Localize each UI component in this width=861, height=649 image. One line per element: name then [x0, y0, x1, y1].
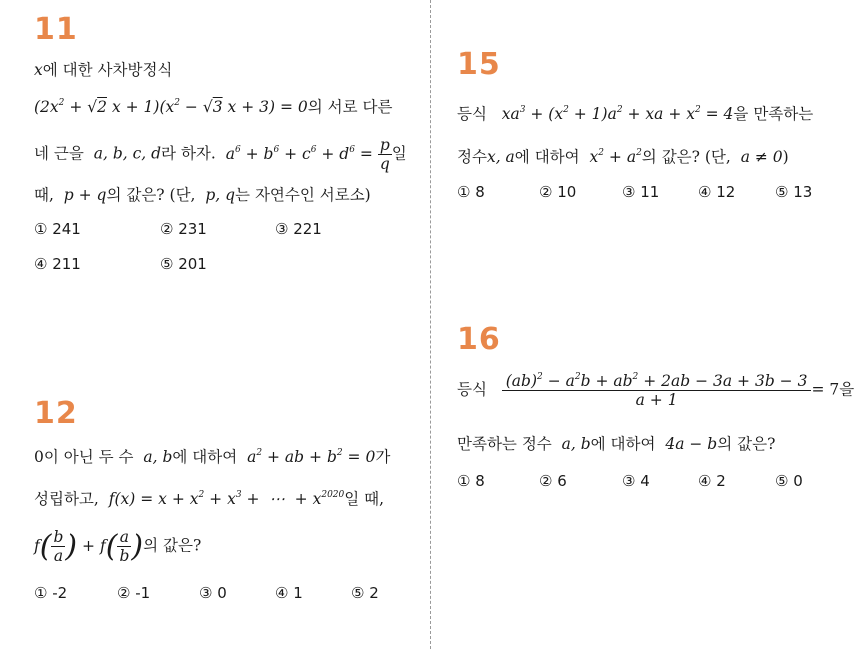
q11-line-3: 네 근을 a, b, c, d라 하자. $a^6 + b^6 + c^6 + d^6$ = $\frac{p}{q}$ 일 — [34, 136, 407, 173]
equation: f( $\frac{b}{a}$ ) + f( $\frac{a}{b}$ ) — [34, 528, 144, 565]
equation: a ≠ 0 — [740, 148, 783, 166]
choice-4[interactable]: ④ 2 — [698, 472, 726, 490]
choice-2[interactable]: ② 6 — [539, 472, 567, 490]
fraction: $\frac{(ab)^2 - a^2b + ab^2 + 2ab - 3a + 3b - 3}{a + 1}$ — [502, 372, 812, 409]
q12-line-3: f( $\frac{b}{a}$ ) + f( $\frac{a}{b}$ )의 값은? — [34, 528, 202, 565]
choice-1[interactable]: ① 241 — [34, 220, 81, 238]
choice-1[interactable]: ① 8 — [457, 472, 485, 490]
equation: $a^6 + b^6 + c^6 + d^6$ = — [225, 144, 378, 163]
q16-line-2: 만족하는 정수 a, b에 대하여 4a − b의 값은? — [457, 435, 776, 453]
choice-1[interactable]: ① 8 — [457, 183, 485, 201]
equation: $xa^3 + (x^2 + 1)a^2$ + xa + $x^2 = 4$ — [501, 105, 734, 123]
q11-line-2: ($2x^2 + √2$ $x + 1)(x^2 - √3$ x + 3) = 0의 서로 다른 — [34, 98, 393, 116]
choice-4[interactable]: ④ 1 — [275, 584, 303, 602]
question-number: 11 — [34, 12, 78, 47]
choice-1[interactable]: ① -2 — [34, 584, 68, 602]
choice-2[interactable]: ② 231 — [160, 220, 207, 238]
choice-5[interactable]: ⑤ 0 — [775, 472, 803, 490]
choice-3[interactable]: ③ 11 — [622, 183, 660, 201]
column-divider — [430, 0, 431, 649]
choice-5[interactable]: ⑤ 2 — [351, 584, 379, 602]
q11-line-4: 때, p + q의 값은? (단, p, q는 자연수인 서로소) — [34, 186, 371, 204]
choice-3[interactable]: ③ 4 — [622, 472, 650, 490]
q11-line-1: x에 대한 사차방정식 — [34, 61, 173, 79]
question-number: 15 — [457, 47, 501, 82]
question-number: 16 — [457, 322, 501, 357]
equation: ($2x^2 + √2$ $x + 1)(x^2 - √3$ x + 3) = 0 — [34, 98, 308, 116]
choice-3[interactable]: ③ 221 — [275, 220, 322, 238]
choice-4[interactable]: ④ 12 — [698, 183, 736, 201]
equation: $x^2 + a^2$ — [589, 148, 642, 166]
choice-2[interactable]: ② -1 — [117, 584, 151, 602]
equation: $a^2$ + ab + $b^2 = 0$ — [247, 448, 376, 466]
choice-5[interactable]: ⑤ 13 — [775, 183, 813, 201]
q16-line-1: 등식 $\frac{(ab)^2 - a^2b + ab^2 + 2ab - 3a + 3b - 3}{a + 1}$ = 7을 — [457, 372, 855, 409]
question-number: 12 — [34, 396, 78, 431]
choice-5[interactable]: ⑤ 201 — [160, 255, 207, 273]
equation: $f(x) = x + x^2 + x^3$ + ⋯ + $x^{2020}$ — [108, 490, 345, 508]
choice-3[interactable]: ③ 0 — [199, 584, 227, 602]
q12-line-1: 0이 아닌 두 수 a, b에 대하여 $a^2$ + ab + $b^2 = 0$가 — [34, 448, 391, 466]
q15-line-2: 정수x, a에 대하여 $x^2 + a^2$의 값은? (단, a ≠ 0) — [457, 148, 789, 166]
q15-line-1: 등식 $xa^3 + (x^2 + 1)a^2$ + xa + $x^2 = 4$을 만족하는 — [457, 105, 814, 123]
choice-4[interactable]: ④ 211 — [34, 255, 81, 273]
q12-line-2: 성립하고, $f(x) = x + x^2 + x^3$ + ⋯ + $x^{2020}$일 때, — [34, 490, 385, 508]
fraction: $\frac{p}{q}$ — [379, 136, 390, 173]
choice-2[interactable]: ② 10 — [539, 183, 577, 201]
